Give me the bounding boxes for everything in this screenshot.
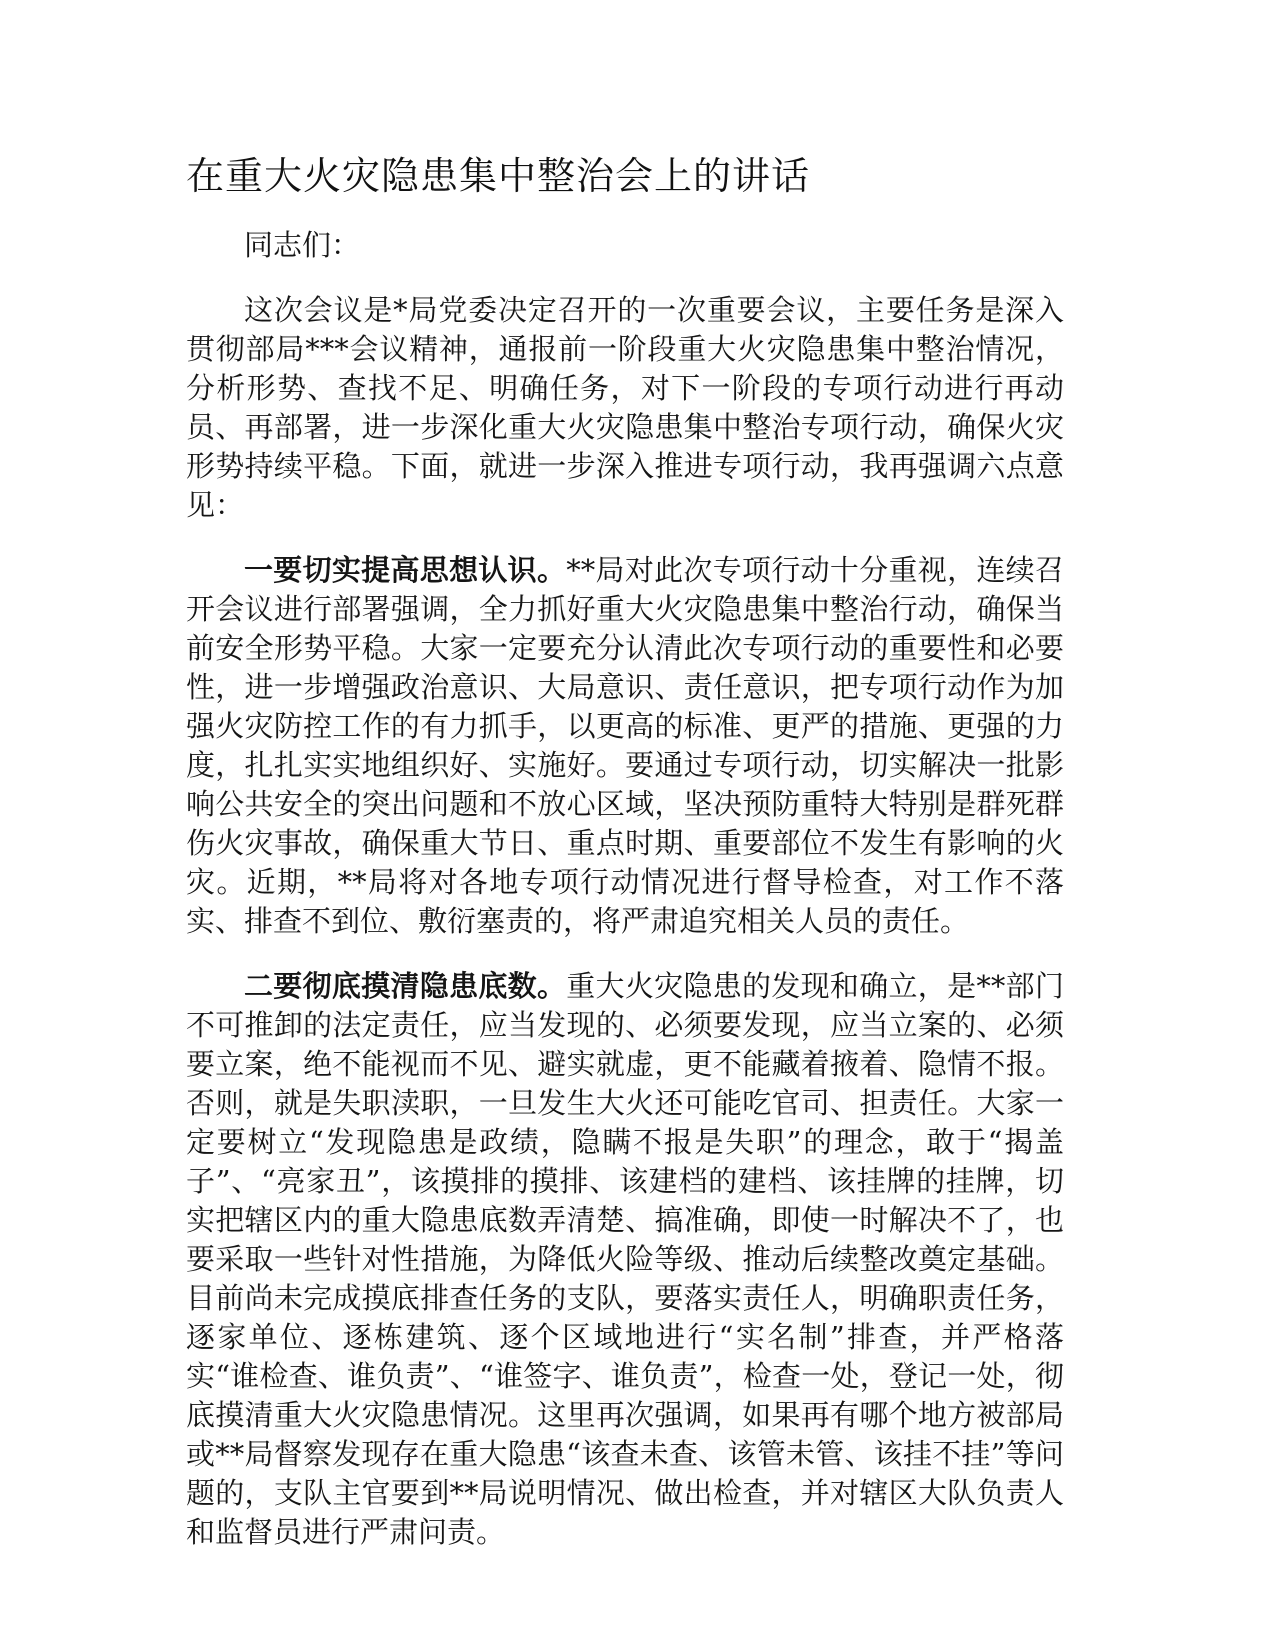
- paragraph-text: **局对此次专项行动十分重视，连续召开会议进行部署强调，全力抓好重大火灾隐患集中整治行动，确保当前安全形势平稳。大家一定要充分认清此次专项行动的重要性和必要性，进一步增强政治意识、大局意识、责任意识，把专项行动作为加强火灾防控工作的有力抓手，以更高的标准、更严的措施、更强的力度，扎扎实实地组织好、实施好。要通过专项行动，切实解决一批影响公共安全的突出问题和不放心区域，坚决预防重特大特别是群死群伤火灾事故，确保重大节日、重点时期、重要部位不发生有影响的火灾。近期，**局将对各地专项行动情况进行督导检查，对工作不落实、排查不到位、敷衍塞责的，将严肃追究相关人员的责任。: [186, 553, 1064, 938]
- document-title: 在重大火灾隐患集中整治会上的讲话: [186, 154, 811, 198]
- paragraph-point-two: [186, 967, 1064, 1552]
- paragraph-lead: 二要彻底摸清隐患底数。: [244, 969, 567, 1003]
- paragraph-intro: [186, 291, 1064, 525]
- paragraph-lead: 一要切实提高思想认识。: [244, 553, 567, 587]
- salutation: 同志们：: [244, 228, 361, 262]
- paragraph-text: 重大火灾隐患的发现和确立，是**部门不可推卸的法定责任，应当发现的、必须要发现，应当立案的、必须要立案，绝不能视而不见、避实就虚，更不能藏着掖着、隐情不报。否则，就是失职渎职，一旦发生大火还可能吃官司、担责任。大家一定要树立“发现隐患是政绩，隐瞒不报是失职”的理念，敢于“揭盖子”、“亮家丑”，该摸排的摸排、该建档的建档、该挂牌的挂牌，切实把辖区内的重大隐患底数弄清楚、搞准确，即使一时解决不了，也要采取一些针对性措施，为降低火险等级、推动后续整改奠定基础。目前尚未完成摸底排查任务的支队，要落实责任人，明确职责任务，逐家单位、逐栋建筑、逐个区域地进行“实名制”排查，并严格落实“谁检查、谁负责”、“谁签字、谁负责”，检查一处，登记一处，彻底摸清重大火灾隐患情况。这里再次强调，如果再有哪个地方被部局或**局督察发现存在重大隐患“该查未查、该管未管、该挂不挂”等问题的，支队主官要到**局说明情况、做出检查，并对辖区大队负责人和监督员进行严肃问责。: [186, 969, 1064, 1549]
- paragraph-text: 这次会议是*局党委决定召开的一次重要会议，主要任务是深入贯彻部局***会议精神，通报前一阶段重大火灾隐患集中整治情况，分析形势、查找不足、明确任务，对下一阶段的专项行动进行再动员、再部署，进一步深化重大火灾隐患集中整治专项行动，确保火灾形势持续平稳。下面，就进一步深入推进专项行动，我再强调六点意见：: [186, 293, 1064, 522]
- document-body: [186, 226, 1064, 1578]
- paragraph-point-one: [186, 551, 1064, 941]
